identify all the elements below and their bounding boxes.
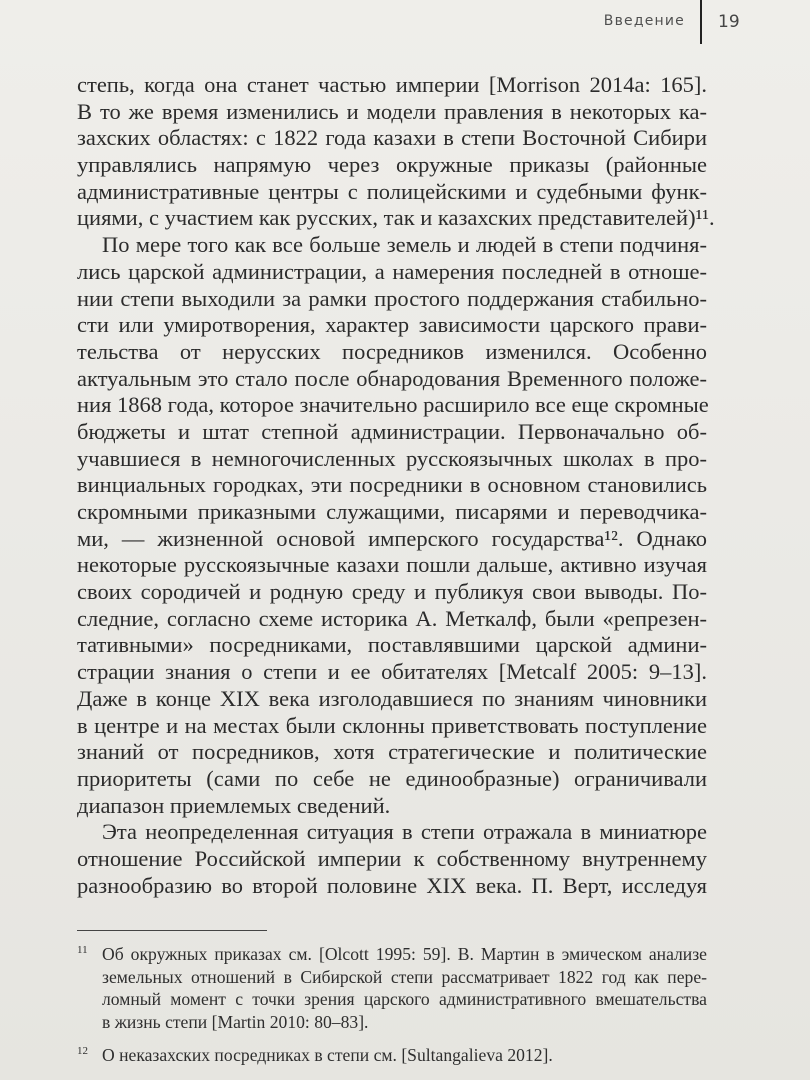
footnote <box>77 943 707 1033</box>
page-number: 19 <box>718 12 740 32</box>
text-line: ния 1868 года, которое значительно расширило все еще скромные <box>77 392 709 418</box>
text-line: диапазон приемлемых сведений. <box>77 792 391 818</box>
text-line: в центре и на местах были склонны приветствовать поступление <box>77 712 707 738</box>
section-title: Введение <box>603 13 685 29</box>
text-line: Даже в конце XIX века изголодавшиеся по знаниям чиновники <box>77 685 707 711</box>
footnote-line: О неказахских посредниках в степи см. [Sultangalieva 2012]. <box>102 1045 553 1065</box>
text-line: скромными приказными служащими, писарями и переводчика- <box>77 499 707 524</box>
text-line: лись царской администрации, а намерения последней в отноше- <box>77 258 707 284</box>
text-line: ми, — жизненной основой имперского государства¹². Однако <box>77 525 707 551</box>
main-text <box>77 72 715 899</box>
text-line: тельства от нерусских посредников изменился. Особенно <box>77 338 707 364</box>
text-line: степь, когда она станет частью империи [Morrison 2014a: 165]. <box>77 72 707 97</box>
text-line: бюджеты и штат степной администрации. Первоначально об- <box>77 418 707 444</box>
text-line: циями, с участием как русских, так и казахских представителей)¹¹. <box>77 205 715 231</box>
footnote-number: 11 <box>77 944 88 956</box>
text-line: сти или умиротворения, характер зависимости царского прави- <box>77 312 707 338</box>
header-divider <box>700 0 702 44</box>
text-line: актуальным это стало после обнародования Временного положе- <box>77 365 707 391</box>
text-line: тативными» посредниками, поставлявшими царской админи- <box>77 632 707 658</box>
footnote-line: в жизнь степи [Martin 2010: 80–83]. <box>102 1011 369 1032</box>
footnotes <box>77 943 707 1067</box>
text-line: управлялись напрямую через окружные приказы (районные <box>77 152 707 178</box>
text-line: По мере того как все больше земель и людей в степи подчиня- <box>102 232 707 258</box>
text-line: следние, согласно схеме историка А. Меткалф, были «репрезен- <box>77 605 707 631</box>
text-line: разнообразию во второй половине XIX века. П. Верт, исследуя <box>77 872 707 898</box>
footnote-number: 12 <box>77 1045 88 1057</box>
running-head <box>560 10 810 44</box>
text-line: административные центры с полицейскими и судебными функ- <box>77 178 707 204</box>
text-line: Эта неопределенная ситуация в степи отражала в миниатюре <box>102 819 707 845</box>
text-line: некоторые русскоязычные казахи пошли дальше, активно изучая <box>77 552 707 578</box>
text-line: отношение Российской империи к собственному внутреннему <box>77 845 707 871</box>
text-line: винциальных городках, эти посредники в основном становились <box>77 472 707 498</box>
text-line: учавшиеся в немногочисленных русскоязычных школах в про- <box>77 445 707 471</box>
text-line: В то же время изменились и модели правления в некоторых ка- <box>77 98 707 124</box>
footnote <box>77 1044 707 1067</box>
text-line: страции знания о степи и ее обитателях [Metcalf 2005: 9–13]. <box>77 659 707 685</box>
footnote-line: Об окружных приказах см. [Olcott 1995: 59]. В. Мартин в эмическом анализе <box>102 944 707 964</box>
text-line: нии степи выходили за рамки простого поддержания стабильно- <box>77 285 707 311</box>
text-line: приоритеты (сами по себе не единообразные) ограничивали <box>77 765 707 791</box>
text-line: своих сородичей и родную среду и публикуя свои выводы. По- <box>77 579 707 605</box>
footnote-line: ломный момент с точки зрения царского административного вмешательства <box>102 989 707 1009</box>
text-line: знаний от посредников, хотя стратегические и политические <box>77 739 707 765</box>
footnote-line: земельных отношений в Сибирской степи рассматривает 1822 год как пере- <box>102 966 707 987</box>
footnote-separator <box>77 930 267 931</box>
text-line: захских областях: с 1822 года казахи в степи Восточной Сибири <box>77 125 707 151</box>
